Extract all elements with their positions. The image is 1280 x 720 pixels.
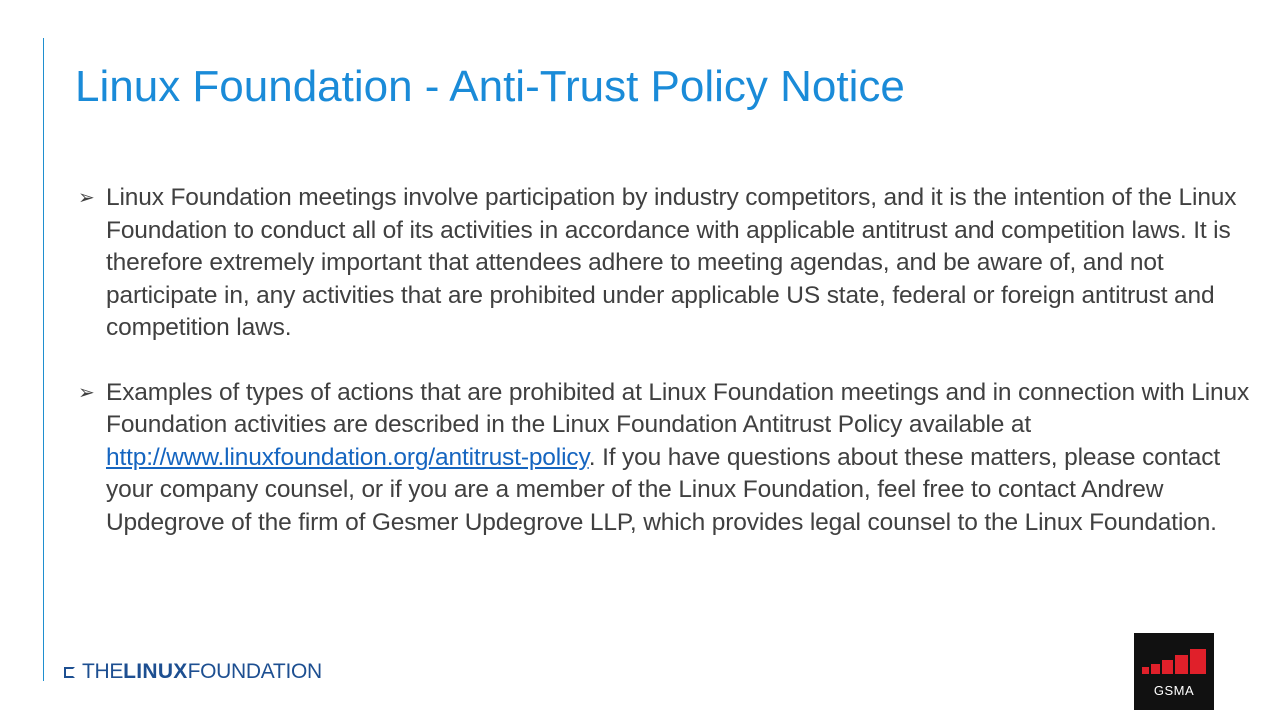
bullet-text: Linux Foundation meetings involve participation by industry competitors, and it is the intention of the Linux Foundation to conduct all of its activities in accordance with applicable antitrust and competition laws. It is therefore extremely important that attendees adhere to meeting agendas, and be aware of, and not participate in, any activities that are prohibited under applicable US state, federal or foreign antitrust and competition laws.: [106, 184, 1237, 341]
lf-logo-the: THE: [82, 660, 124, 683]
gsma-logo-text: GSMA: [1153, 683, 1195, 698]
lf-bracket-icon: [64, 667, 75, 678]
lf-logo-foundation: FOUNDATION: [187, 660, 322, 683]
linux-foundation-logo: [64, 659, 322, 685]
bullet-item-meetings: [78, 182, 1253, 345]
bullet-text-after-link: . If you have questions about these matters, please contact your company counsel, or if you are a member of the Linux Foundation, feel free to contact Andrew Updegrove of the firm of Gesmer Updegrove LLP, which provides legal counsel to the Linux Foundation.: [106, 443, 1221, 536]
antitrust-policy-link[interactable]: http://www.linuxfoundation.org/antitrust-policy: [106, 443, 589, 471]
arrow-bullet-icon: ➢: [78, 187, 95, 209]
bullet-text-before-link: Examples of types of actions that are prohibited at Linux Foundation meetings and in connection with Linux Foundation activities are described in the Linux Foundation Antitrust Policy available at: [106, 378, 1250, 438]
bullet-list: [78, 182, 1253, 539]
accent-line: [43, 38, 44, 681]
bullet-item-examples: [78, 377, 1253, 540]
slide-title: Linux Foundation - Anti-Trust Policy Notice: [75, 62, 905, 111]
arrow-bullet-icon: ➢: [78, 381, 95, 404]
gsma-logo: [1134, 633, 1214, 710]
lf-logo-linux: LINUX: [123, 660, 188, 683]
